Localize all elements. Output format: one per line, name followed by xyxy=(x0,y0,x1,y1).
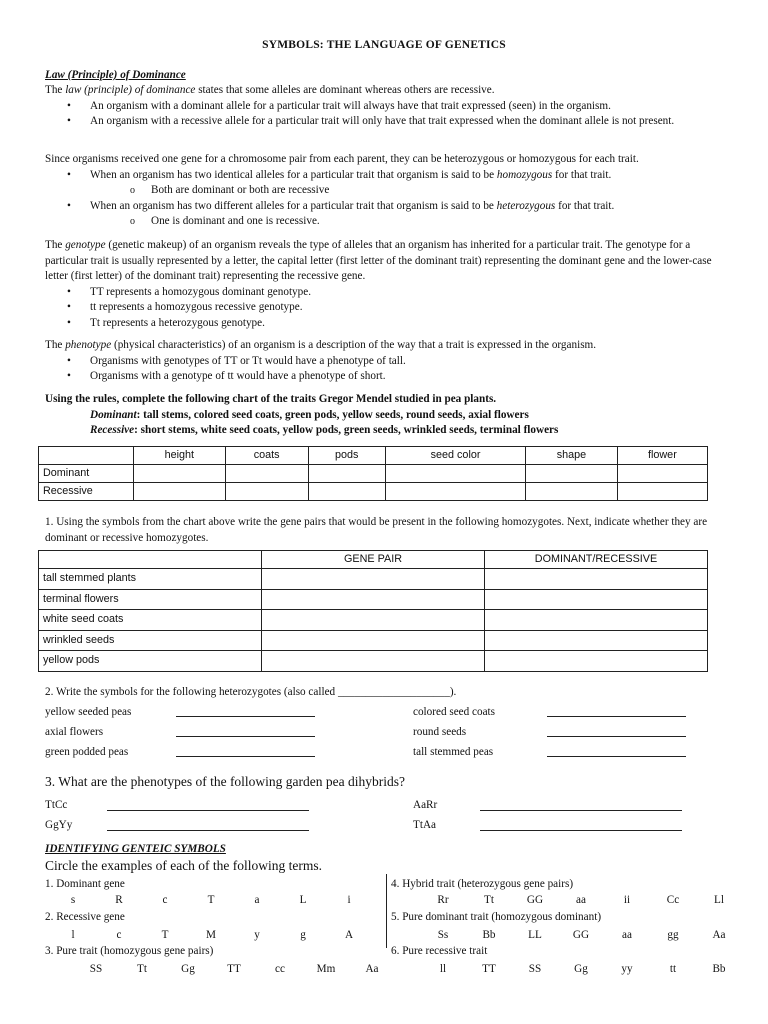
symbol-option[interactable]: c xyxy=(116,929,122,941)
recessive-label: Recessive xyxy=(90,424,135,436)
q3-item: TtAa xyxy=(413,819,436,831)
answer-cell[interactable] xyxy=(308,465,385,483)
dominant-traits: : tall stems, colored seed coats, green pods, yellow seeds, round seeds, axial flowers xyxy=(136,408,529,421)
answer-cell[interactable] xyxy=(262,589,485,610)
section-heading-dominance: Law (Principle) of Dominance xyxy=(45,69,186,81)
emphasis: phenotype xyxy=(65,339,112,351)
term-items xyxy=(50,928,372,944)
q3-item: AaRr xyxy=(413,799,438,811)
list-item: • TT represents a homozygous dominant genotype. xyxy=(45,285,728,301)
row-label: Dominant xyxy=(39,465,134,483)
list-item: • An organism with a dominant allele for a particular trait will always have that trait expressed (seen) in the organism. xyxy=(45,99,725,115)
term-label: 5. Pure dominant trait (homozygous dominant) xyxy=(391,911,602,923)
answer-cell[interactable] xyxy=(225,465,308,483)
text: (physical characteristics) of an organism is a description of the way that a trait is expressed in the organism. xyxy=(111,339,597,351)
answer-cell[interactable] xyxy=(526,483,618,501)
term-items xyxy=(50,893,372,909)
term-label: 3. Pure trait (homozygous gene pairs) xyxy=(45,945,214,957)
text: for that trait. xyxy=(552,168,612,181)
symbol-option[interactable]: aa xyxy=(622,929,632,941)
symbol-option[interactable]: a xyxy=(254,894,260,906)
answer-cell[interactable] xyxy=(134,483,226,501)
q2-item: tall stemmed peas xyxy=(413,746,494,758)
symbol-option[interactable]: Tt xyxy=(137,963,147,975)
text: for that trait. xyxy=(555,199,615,212)
term-items xyxy=(73,962,395,978)
emphasis: homozygous xyxy=(496,168,553,181)
text: The xyxy=(45,339,66,351)
circle-instruction: Circle the examples of each of the following terms. xyxy=(45,858,323,873)
answer-line[interactable] xyxy=(176,704,315,717)
table-row xyxy=(39,483,708,501)
emphasis: genotype xyxy=(65,239,106,251)
recessive-traits: : short stems, white seed coats, yellow pods, green seeds, wrinkled seeds, terminal flowers xyxy=(134,424,559,436)
answer-cell[interactable] xyxy=(134,465,226,483)
header-cell: flower xyxy=(617,447,707,465)
dominant-label: Dominant xyxy=(90,408,137,421)
table-row xyxy=(39,465,708,483)
list-item xyxy=(45,168,735,184)
answer-line[interactable] xyxy=(176,724,315,737)
header-cell: GENE PAIR xyxy=(262,551,485,569)
table-row xyxy=(39,651,708,672)
answer-cell[interactable] xyxy=(617,483,707,501)
term-items xyxy=(420,893,742,909)
answer-blank[interactable]: ____________________ xyxy=(337,686,450,698)
row-label: Recessive xyxy=(39,483,134,501)
text: 2. Write the symbols for the following heterozygotes (also called xyxy=(45,686,338,698)
answer-cell[interactable] xyxy=(262,610,485,631)
traits-chart xyxy=(38,446,708,501)
symbol-option[interactable]: Rr xyxy=(437,894,449,906)
row-label: tall stemmed plants xyxy=(39,569,262,590)
homozygotes-table xyxy=(38,550,708,672)
genotype-paragraph xyxy=(45,238,728,331)
answer-line[interactable] xyxy=(480,798,682,811)
symbol-option[interactable]: A xyxy=(344,929,354,941)
symbol-option[interactable]: tt xyxy=(669,963,677,975)
row-label: terminal flowers xyxy=(39,589,262,610)
symbol-option[interactable]: GG xyxy=(526,894,544,906)
row-label: yellow pods xyxy=(39,651,262,672)
symbol-option[interactable]: s xyxy=(70,894,76,906)
symbol-option[interactable]: Ss xyxy=(437,929,449,941)
answer-cell[interactable] xyxy=(485,589,708,610)
answer-cell[interactable] xyxy=(485,569,708,590)
symbol-option[interactable]: Ll xyxy=(714,894,724,906)
question-3: 3. What are the phenotypes of the following garden pea dihybrids? xyxy=(45,774,406,789)
symbol-option[interactable]: c xyxy=(162,894,168,906)
symbol-option[interactable]: Aa xyxy=(365,963,379,975)
symbol-option[interactable]: LL xyxy=(528,929,542,941)
sub-list-item: o One is dominant and one is recessive. xyxy=(45,214,735,230)
header-cell: coats xyxy=(225,447,308,465)
table-row xyxy=(39,610,708,631)
term-label: 2. Recessive gene xyxy=(45,911,125,923)
answer-cell[interactable] xyxy=(485,610,708,631)
rules-instruction: Using the rules, complete the following chart of the traits Gregor Mendel studied in pea plants. xyxy=(45,393,497,405)
q3-item: TtCc xyxy=(45,799,68,811)
symbol-option[interactable]: gg xyxy=(667,929,679,941)
term-label: 4. Hybrid trait (heterozygous gene pairs) xyxy=(391,878,574,890)
symbol-option[interactable]: cc xyxy=(275,963,285,975)
symbol-option[interactable]: Tt xyxy=(484,894,494,906)
text: When an organism has two identical alleles for a particular trait that organism is said to be xyxy=(90,168,497,181)
text: When an organism has two different alleles for a particular trait that organism is said to be xyxy=(90,199,497,212)
answer-cell[interactable] xyxy=(308,483,385,501)
emphasis: heterozygous xyxy=(496,199,556,212)
answer-line[interactable] xyxy=(480,818,682,831)
row-label: wrinkled seeds xyxy=(39,630,262,651)
symbol-option[interactable]: SS xyxy=(528,963,542,975)
q2-item: axial flowers xyxy=(45,726,104,738)
paragraph-text: Since organisms received one gene for a chromosome pair from each parent, they can be heterozygous or homozygous for each trait. xyxy=(45,153,639,165)
column-divider xyxy=(386,874,387,948)
question-1: 1. Using the symbols from the chart above write the gene pairs that would be present in the following homozygotes. Next, indicate whether they are dominant or recessive homozygotes. xyxy=(45,516,708,544)
symbol-option[interactable]: Gg xyxy=(181,963,195,975)
symbol-option[interactable]: TT xyxy=(482,963,496,975)
q2-item: round seeds xyxy=(413,726,467,738)
answer-cell[interactable] xyxy=(262,651,485,672)
list-item: • An organism with a recessive allele for a particular trait will only have that trait expressed when the dominant allele is not present. xyxy=(45,114,725,130)
symbol-option[interactable]: aa xyxy=(576,894,586,906)
list-item: • Organisms with genotypes of TT or Tt would have a phenotype of tall. xyxy=(45,354,725,370)
header-cell: seed color xyxy=(385,447,525,465)
zygosity-paragraph xyxy=(45,152,735,230)
symbol-option[interactable]: y xyxy=(254,929,260,941)
table-row xyxy=(39,569,708,590)
term-label: 6. Pure recessive trait xyxy=(391,945,488,957)
list-item: • Organisms with a genotype of tt would have a phenotype of short. xyxy=(45,369,725,385)
answer-cell[interactable] xyxy=(225,483,308,501)
symbol-option[interactable]: Bb xyxy=(712,963,726,975)
symbol-option[interactable]: M xyxy=(206,929,216,941)
list-item: • Tt represents a heterozygous genotype. xyxy=(45,316,728,332)
page-title: SYMBOLS: THE LANGUAGE OF GENETICS xyxy=(262,39,506,51)
answer-cell[interactable] xyxy=(485,651,708,672)
list-item xyxy=(45,199,735,215)
q3-item: GgYy xyxy=(45,819,73,831)
symbol-option[interactable]: yy xyxy=(621,963,633,975)
answer-cell[interactable] xyxy=(262,569,485,590)
text: The xyxy=(45,84,66,96)
answer-line[interactable] xyxy=(547,744,686,757)
symbol-option[interactable]: TT xyxy=(227,963,241,975)
answer-line[interactable] xyxy=(107,798,309,811)
table-row xyxy=(39,589,708,610)
answer-cell[interactable] xyxy=(385,483,525,501)
symbol-option[interactable]: R xyxy=(115,894,123,906)
q2-item: colored seed coats xyxy=(413,706,496,718)
traits-chart-header xyxy=(39,447,708,465)
symbol-option[interactable]: Gg xyxy=(574,963,588,975)
row-label: white seed coats xyxy=(39,610,262,631)
symbol-option[interactable]: T xyxy=(207,894,215,906)
phenotype-paragraph xyxy=(45,338,725,385)
symbol-option[interactable]: L xyxy=(299,894,307,906)
term-items xyxy=(420,962,742,978)
answer-cell[interactable] xyxy=(485,630,708,651)
table-row xyxy=(39,630,708,651)
text: ). xyxy=(449,686,457,698)
symbol-option[interactable]: g xyxy=(300,929,306,941)
symbol-option[interactable]: GG xyxy=(572,929,590,941)
header-cell: shape xyxy=(526,447,618,465)
identifying-heading: IDENTIFYING GENTEIC SYMBOLS xyxy=(45,843,226,855)
answer-line[interactable] xyxy=(107,818,309,831)
header-cell: DOMINANT/RECESSIVE xyxy=(485,551,708,569)
symbol-option[interactable]: l xyxy=(71,929,75,941)
text: states that some alleles are dominant whereas others are recessive. xyxy=(195,84,495,96)
term-items xyxy=(420,928,742,944)
answer-line[interactable] xyxy=(547,724,686,737)
sub-list-item: o Both are dominant or both are recessive xyxy=(45,183,735,199)
answer-line[interactable] xyxy=(176,744,315,757)
homozygotes-header xyxy=(39,551,708,569)
text: (genetic makeup) of an organism reveals the type of alleles that an organism has inherited for a particular trait. The genotype for a particular trait is usually represented by a letter, the capital letter (first letter of the dominant trait) representing the dominant gene and the lower-case letter (first letter) of the dominant trait) representing the recessive gene. xyxy=(45,239,712,282)
answer-cell[interactable] xyxy=(526,465,618,483)
symbol-option[interactable]: Mm xyxy=(316,963,336,975)
answer-cell[interactable] xyxy=(617,465,707,483)
emphasis: law (principle) of dominance xyxy=(65,84,196,96)
symbol-option[interactable]: Bb xyxy=(482,929,496,941)
q2-item: green podded peas xyxy=(45,746,129,758)
symbol-option[interactable]: T xyxy=(161,929,169,941)
answer-cell[interactable] xyxy=(262,630,485,651)
question-2 xyxy=(45,685,456,701)
rules-block xyxy=(45,392,725,439)
header-cell: height xyxy=(134,447,226,465)
header-cell: pods xyxy=(308,447,385,465)
answer-line[interactable] xyxy=(547,704,686,717)
text: The xyxy=(45,239,66,251)
header-blank xyxy=(39,551,262,569)
symbol-option[interactable]: Cc xyxy=(666,894,680,906)
term-label: 1. Dominant gene xyxy=(45,878,125,890)
q2-item: yellow seeded peas xyxy=(45,706,132,718)
symbol-option[interactable]: Aa xyxy=(712,929,726,941)
symbol-option[interactable]: ll xyxy=(439,963,447,975)
symbol-option[interactable]: ii xyxy=(623,894,631,906)
symbol-option[interactable]: i xyxy=(347,894,351,906)
symbol-option[interactable]: SS xyxy=(89,963,103,975)
dominance-paragraph xyxy=(45,83,725,130)
list-item: • tt represents a homozygous recessive genotype. xyxy=(45,300,728,316)
answer-cell[interactable] xyxy=(385,465,525,483)
header-blank xyxy=(39,447,134,465)
